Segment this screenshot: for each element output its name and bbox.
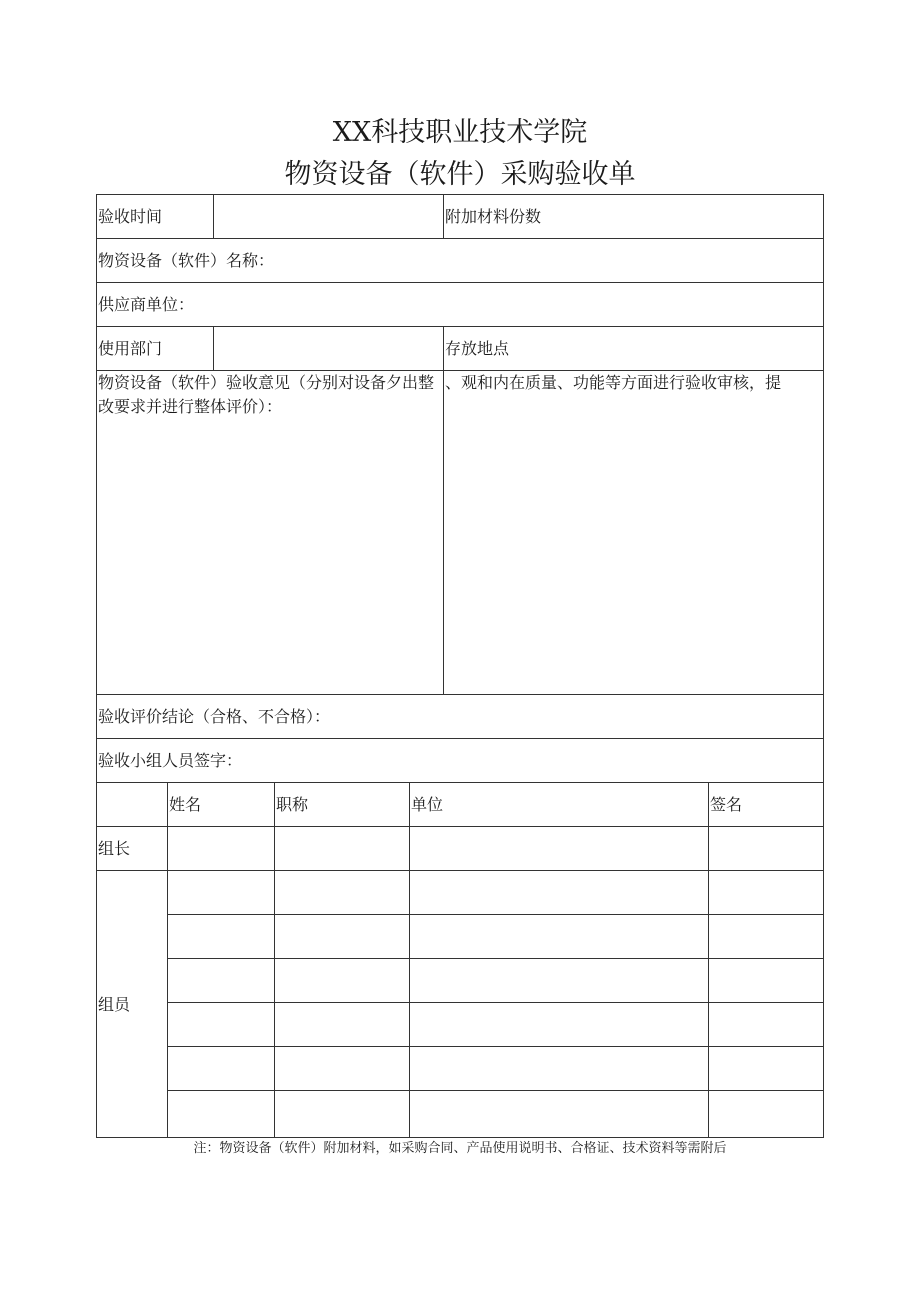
row-divider — [167, 914, 823, 915]
leader-label: 组长 — [98, 839, 131, 858]
row-divider — [97, 326, 823, 327]
column-divider — [708, 782, 709, 1137]
column-divider — [274, 782, 275, 1137]
column-divider — [213, 195, 214, 238]
row-divider — [97, 282, 823, 283]
column-divider — [167, 782, 168, 1137]
storage-location-label: 存放地点 — [445, 339, 510, 358]
item-name-label: 物资设备（软件）名称： — [98, 251, 275, 270]
acceptance-time-label: 验收时间 — [98, 207, 163, 226]
row-divider — [167, 1090, 823, 1091]
row-divider — [97, 238, 823, 239]
header-signature: 签名 — [710, 795, 743, 814]
signature-label: 验收小组人员签字： — [98, 751, 243, 770]
row-divider — [167, 1046, 823, 1047]
department-field[interactable] — [219, 337, 437, 361]
row-divider — [97, 694, 823, 695]
conclusion-label: 验收评价结论（合格、不合格）： — [98, 707, 331, 726]
acceptance-time-field[interactable] — [219, 205, 437, 229]
footnote: 注：物资设备（软件）附加材料，如采购合同、产品使用说明书、合格证、技术资料等需附后 — [193, 1141, 727, 1156]
header-unit: 单位 — [411, 795, 444, 814]
row-divider — [97, 738, 823, 739]
row-divider — [167, 1002, 823, 1003]
department-label: 使用部门 — [98, 339, 163, 358]
column-divider — [409, 782, 410, 1137]
institution-title: XX科技职业技术学院 — [332, 117, 588, 148]
row-divider — [167, 958, 823, 959]
form-title: 物资设备（软件）采购验收单 — [284, 159, 636, 190]
row-divider — [97, 782, 823, 783]
column-divider — [443, 195, 444, 238]
column-divider — [213, 326, 214, 370]
attachment-count-label: 附加材料份数 — [445, 207, 542, 226]
row-divider — [97, 826, 823, 827]
acceptance-opinion-continued: 、观和内在质量、功能等方面进行验收审核，提 — [445, 373, 782, 392]
header-title: 职称 — [276, 795, 309, 814]
header-name: 姓名 — [169, 795, 202, 814]
acceptance-form-table — [96, 194, 824, 1138]
member-label: 组员 — [98, 995, 131, 1014]
acceptance-opinion-label: 物资设备（软件）验收意见（分别对设备夕出整改要求并进行整体评价）： — [98, 373, 435, 416]
row-divider — [97, 870, 823, 871]
supplier-label: 供应商单位： — [98, 295, 195, 314]
column-divider — [443, 326, 444, 694]
